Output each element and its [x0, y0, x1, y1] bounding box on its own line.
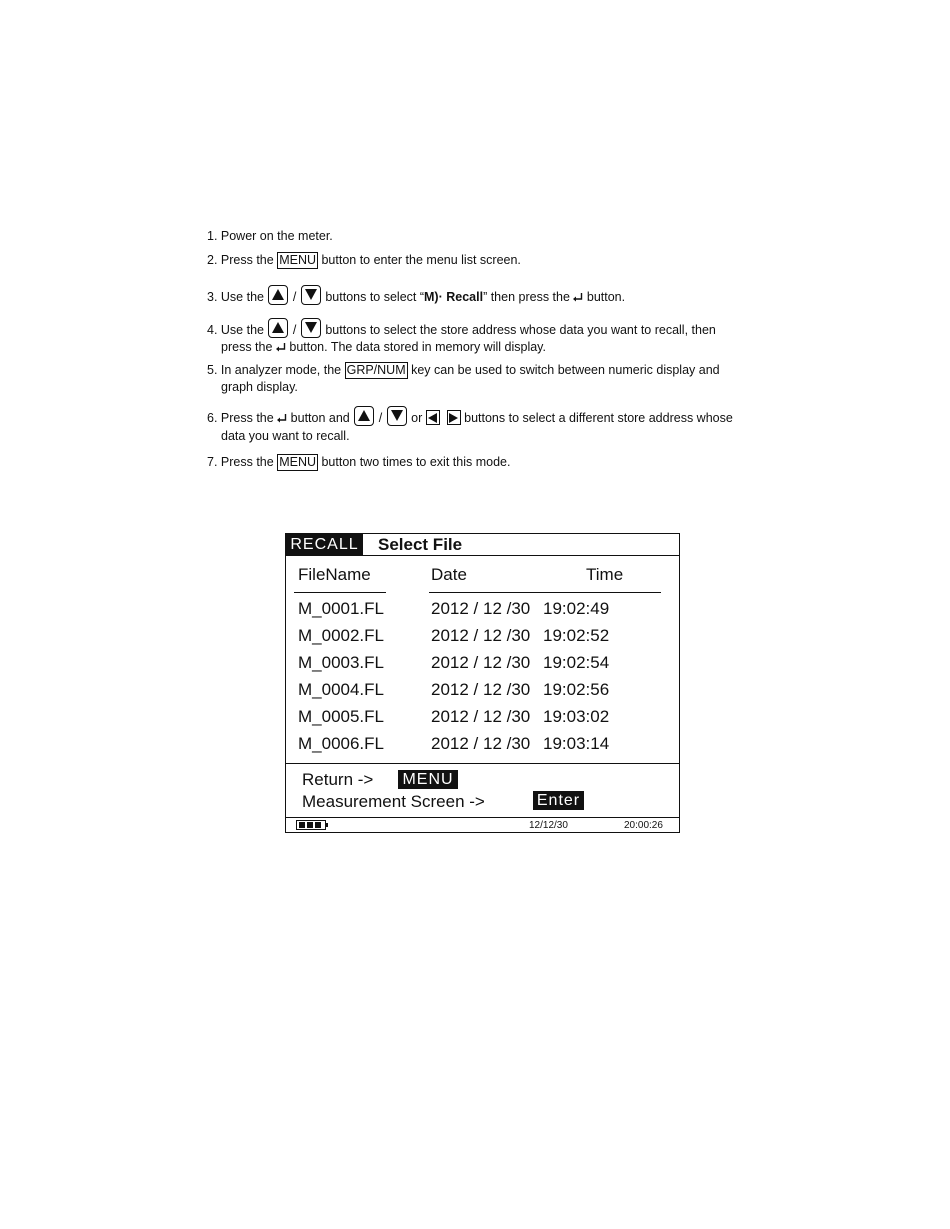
file-time: 19:02:56 — [543, 680, 610, 699]
step-4 — [207, 318, 716, 357]
file-name: M_0004.FL — [298, 680, 384, 699]
header-underline-datetime — [429, 592, 661, 593]
file-time: 19:03:02 — [543, 707, 610, 726]
header-underline-file — [294, 592, 386, 593]
step-3-slash: / — [289, 290, 300, 304]
step-3-post: ” then press the — [483, 290, 574, 304]
header-date: Date — [431, 565, 467, 584]
step-4-pre: 4. Use the — [207, 323, 268, 337]
recall-menu-option: M)· Recall — [424, 290, 484, 304]
step-6-slash: / — [375, 411, 386, 425]
return-label: Return -> — [302, 770, 374, 789]
step-1 — [207, 228, 333, 245]
step-3-pre: 3. Use the — [207, 290, 268, 304]
step-4-cont-post: button. The data stored in memory will display. — [285, 340, 546, 354]
file-row[interactable] — [286, 707, 679, 734]
file-name: M_0006.FL — [298, 734, 384, 753]
file-row[interactable] — [286, 680, 679, 707]
step-4-slash: / — [289, 323, 300, 337]
step-6 — [207, 406, 733, 445]
step-5-post: key can be used to switch between numeric display and — [407, 363, 720, 377]
file-name: M_0003.FL — [298, 653, 384, 672]
enter-key-button[interactable]: Enter — [533, 791, 584, 810]
step-2 — [207, 252, 521, 269]
file-time: 19:03:14 — [543, 734, 610, 753]
file-date: 2012 / 12 /30 — [431, 680, 531, 699]
step-2-pre: 2. Press the — [207, 253, 278, 267]
step-3-end: button. — [583, 290, 626, 304]
menu-key-button[interactable]: MENU — [398, 770, 458, 789]
up-arrow-icon — [268, 285, 288, 305]
step-6-continuation: data you want to recall. — [221, 429, 350, 443]
up-arrow-icon — [354, 406, 374, 426]
step-6-pre: 6. Press the — [207, 411, 278, 425]
enter-icon — [573, 290, 583, 307]
file-row[interactable] — [286, 653, 679, 680]
header-filename: FileName — [298, 565, 371, 584]
step-3 — [207, 285, 625, 307]
screen-title: Select File — [378, 535, 463, 554]
file-row[interactable] — [286, 626, 679, 653]
right-arrow-icon — [447, 410, 461, 425]
up-arrow-icon — [268, 318, 288, 338]
file-row[interactable] — [286, 734, 679, 761]
grp-num-key: GRP/NUM — [346, 363, 406, 377]
step-7 — [207, 454, 510, 471]
step-7-pre: 7. Press the — [207, 455, 278, 469]
file-date: 2012 / 12 /30 — [431, 707, 531, 726]
step-2-post: button to enter the menu list screen. — [318, 253, 521, 267]
file-name: M_0001.FL — [298, 599, 384, 618]
measurement-screen-label: Measurement Screen -> — [302, 792, 485, 811]
step-4-mid: buttons to select the store address whose data you want to recall, then — [321, 323, 716, 337]
menu-key: MENU — [279, 455, 316, 469]
file-time: 19:02:49 — [543, 599, 610, 618]
status-bar — [286, 817, 679, 833]
status-time: 20:00:26 — [624, 820, 663, 831]
file-time: 19:02:52 — [543, 626, 610, 645]
enter-icon — [277, 411, 287, 428]
step-5-continuation: graph display. — [221, 380, 298, 394]
enter-icon — [276, 340, 286, 357]
down-arrow-icon — [387, 406, 407, 426]
recall-screen — [285, 533, 680, 833]
file-row[interactable] — [286, 599, 679, 626]
down-arrow-icon — [301, 318, 321, 338]
battery-icon — [296, 820, 326, 830]
file-time: 19:02:54 — [543, 653, 610, 672]
step-1-text: 1. Power on the meter. — [207, 229, 333, 243]
screen-title-bar — [286, 534, 679, 556]
step-5-pre: 5. In analyzer mode, the — [207, 363, 345, 377]
step-4-cont-pre: press the — [221, 340, 276, 354]
file-date: 2012 / 12 /30 — [431, 626, 531, 645]
status-date: 12/12/30 — [529, 820, 568, 831]
step-6-or: or — [407, 411, 426, 425]
left-arrow-icon — [426, 410, 440, 425]
menu-key: MENU — [279, 253, 316, 267]
file-date: 2012 / 12 /30 — [431, 599, 531, 618]
mode-tag: RECALL — [286, 534, 363, 555]
file-date: 2012 / 12 /30 — [431, 653, 531, 672]
step-3-mid: buttons to select “ — [321, 290, 425, 304]
step-4-continuation — [207, 339, 716, 357]
step-7-post: button two times to exit this mode. — [318, 455, 511, 469]
step-5 — [207, 362, 720, 396]
header-time: Time — [586, 565, 624, 584]
down-arrow-icon — [301, 285, 321, 305]
file-name: M_0002.FL — [298, 626, 384, 645]
step-6-mid: button and — [287, 411, 354, 425]
footer-divider — [286, 763, 679, 764]
file-name: M_0005.FL — [298, 707, 384, 726]
file-date: 2012 / 12 /30 — [431, 734, 531, 753]
step-6-post: buttons to select a different store address whose — [460, 411, 733, 425]
